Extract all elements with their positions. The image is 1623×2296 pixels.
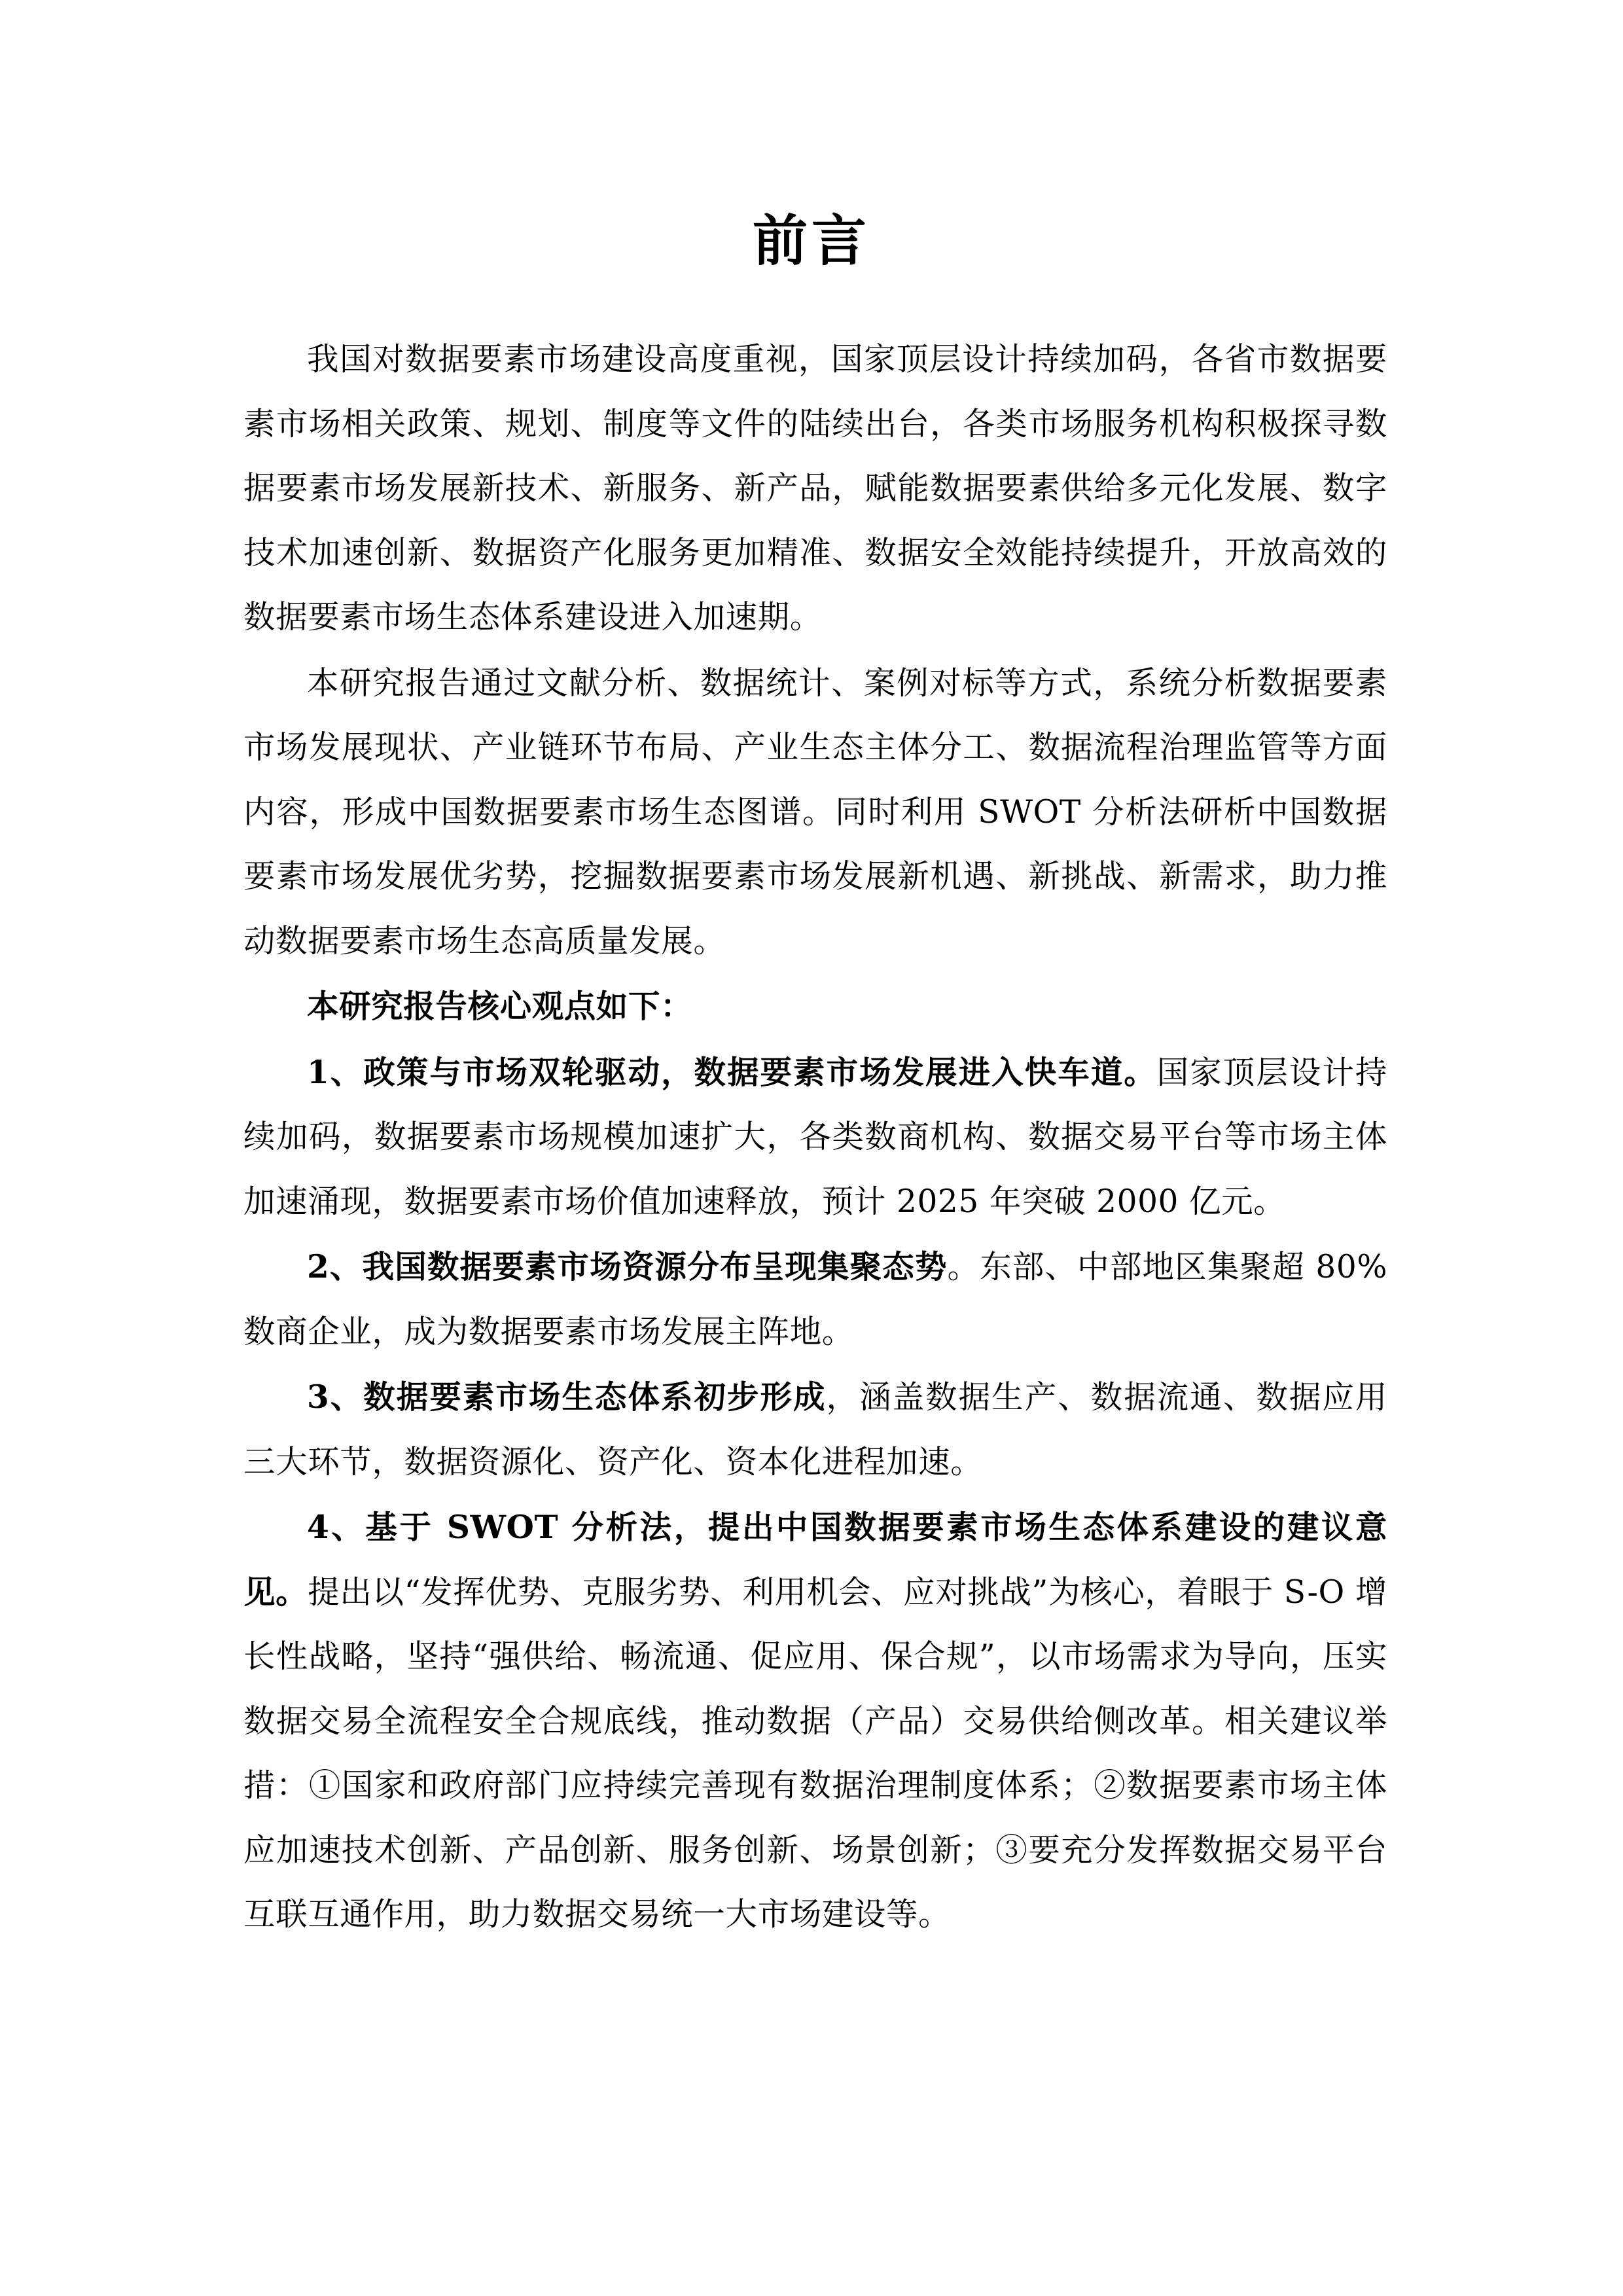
core-point-1 — [243, 1041, 1387, 1234]
core-point-2 — [243, 1235, 1387, 1364]
intro-paragraph-1: 我国对数据要素市场建设高度重视，国家顶层设计持续加码，各省市数据要素市场相关政策、规划、制度等文件的陆续出台，各类市场服务机构积极探寻数据要素市场发展新技术、新服务、新产品，赋能数据要素供给多元化发展、数字技术加速创新、数据资产化服务更加精准、数据安全效能持续提升，开放高效的数据要素市场生态体系建设进入加速期。 — [243, 341, 1387, 636]
core-point-4 — [243, 1496, 1387, 1947]
document-body — [243, 327, 1387, 1948]
intro-paragraph-2: 本研究报告通过文献分析、数据统计、案例对标等方式，系统分析数据要素市场发展现状、产业链环节布局、产业生态主体分工、数据流程治理监管等方面内容，形成中国数据要素市场生态图谱。同时利用 SWOT 分析法研析中国数据要素市场发展优劣势，挖掘数据要素市场发展新机遇、新挑战、新需求，助力推动数据要素市场生态高质量发展。 — [243, 664, 1387, 960]
core-point-4-text: 提出以“发挥优势、克服劣势、利用机会、应对挑战”为核心，着眼于 S-O 增长性战略，坚持“强供给、畅流通、促应用、保合规”，以市场需求为导向，压实数据交易全流程安全合规底线，推动数据（产品）交易供给侧改革。相关建议举措：①国家和政府部门应持续完善现有数据治理制度体系；②数据要素市场主体应加速技术创新、产品创新、服务创新、场景创新；③要充分发挥数据交易平台互联互通作用，助力数据交易统一大市场建设等。 — [243, 1573, 1387, 1933]
core-point-3 — [243, 1365, 1387, 1494]
core-point-1-lead: 1、政策与市场双轮驱动，数据要素市场发展进入快车道。 — [307, 1053, 1157, 1091]
page-title: 前言 — [752, 208, 870, 273]
core-point-3-text: ，涵盖数据生产、数据流通、数据应用三大环节，数据资源化、资产化、资本化进程加速。 — [243, 1379, 1387, 1480]
core-views-heading: 本研究报告核心观点如下： — [307, 988, 693, 1025]
core-point-2-lead: 2、我国数据要素市场资源分布呈现集聚态势 — [307, 1248, 948, 1285]
core-point-4-lead: 4、基于 SWOT 分析法，提出中国数据要素市场生态体系建设的建议意见。 — [243, 1509, 1387, 1611]
core-point-2-text: 。东部、中部地区集聚超 80%数商企业，成为数据要素市场发展主阵地。 — [243, 1249, 1388, 1350]
core-point-1-text: 国家顶层设计持续加码，数据要素市场规模加速扩大，各类数商机构、数据交易平台等市场主体加速涌现，数据要素市场价值加速释放，预计 2025 年突破 2000 亿元。 — [243, 1054, 1387, 1220]
core-point-3-lead: 3、数据要素市场生态体系初步形成 — [307, 1378, 827, 1416]
